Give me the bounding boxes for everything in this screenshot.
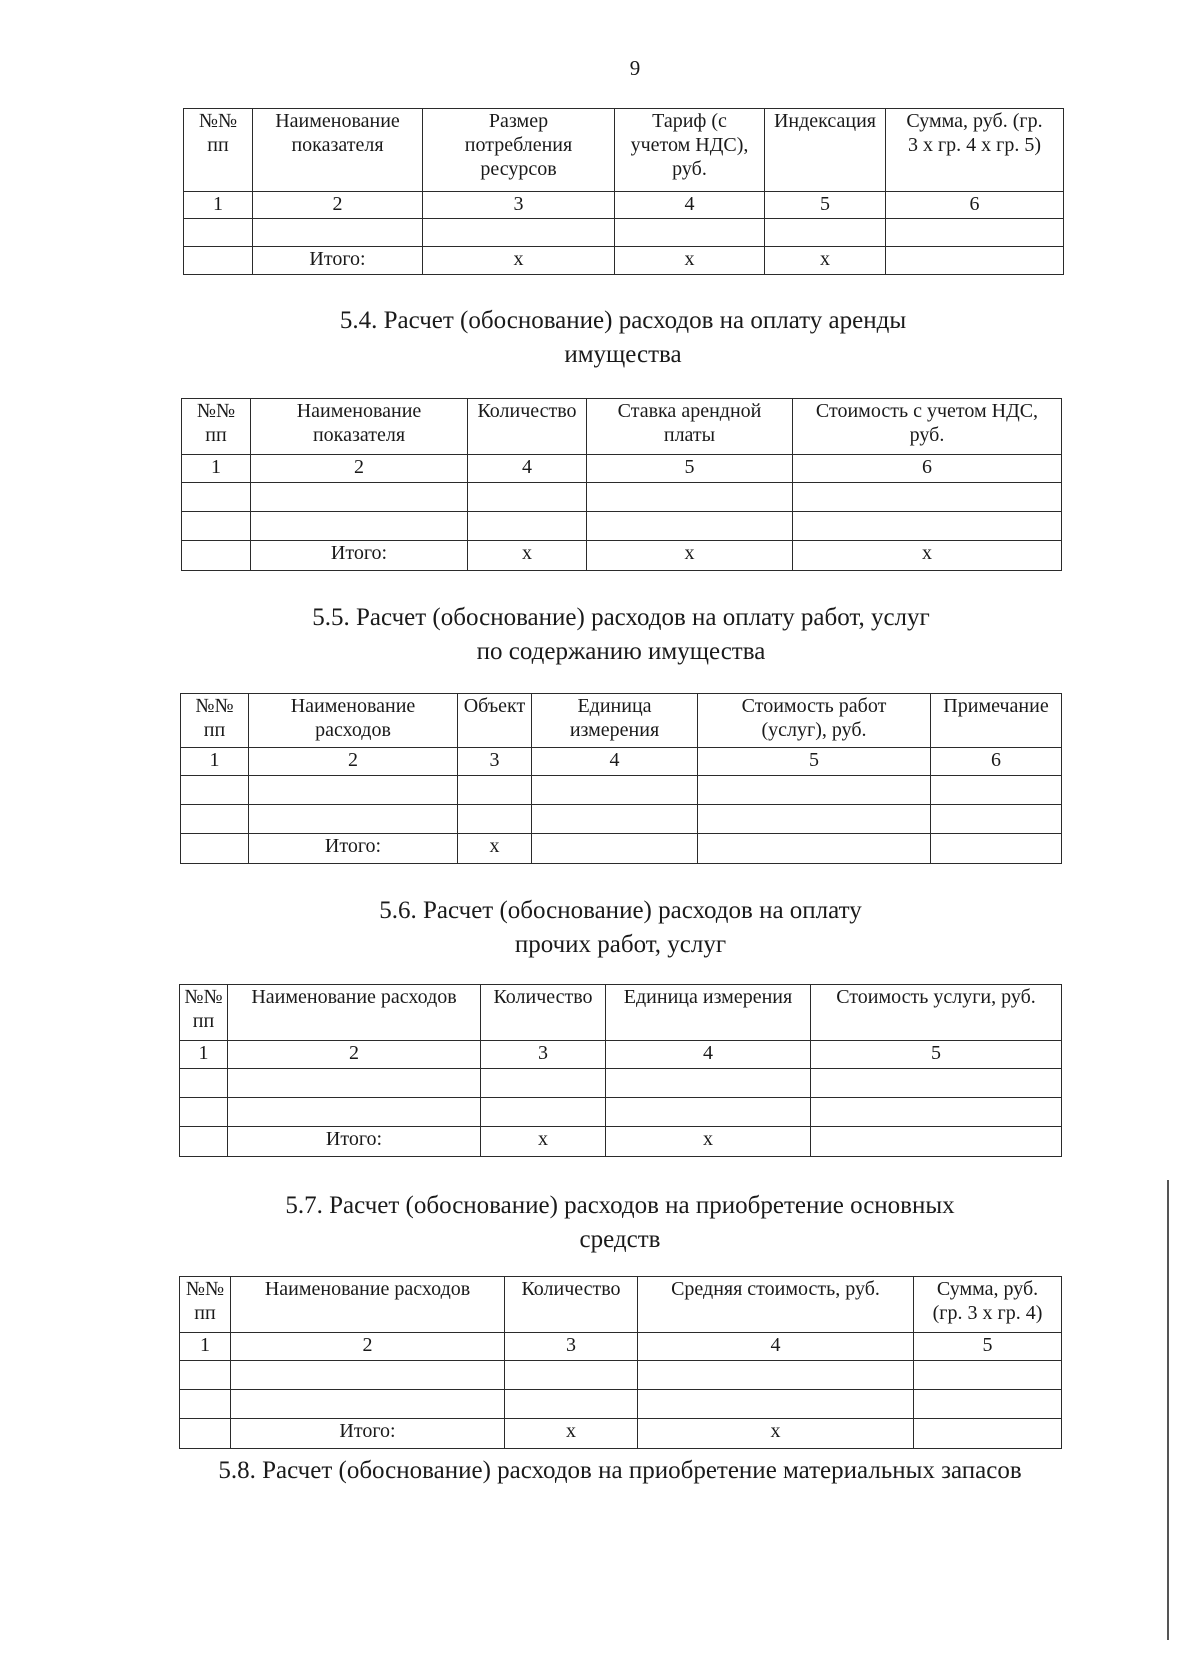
total-row: Итого: x <box>181 834 1062 864</box>
table-header-row: №№ пп Наименование расходов Количество Единица измерения Стоимость услуги, руб. <box>180 985 1062 1041</box>
table-header-row: №№ пп Наименование показателя Количество Ставка арендной платы Стоимость с учетом НДС, руб. <box>182 399 1062 455</box>
section-5-8-title: 5.8. Расчет (обоснование) расходов на приобретение материальных запасов <box>218 1457 1022 1484</box>
total-row: Итого: x x x <box>184 247 1064 275</box>
page-number: 9 <box>629 56 641 80</box>
scan-edge-line <box>1167 1180 1169 1640</box>
table-header-row: №№ пп Наименование расходов Объект Единица измерения Стоимость работ (услуг), руб. Примечание <box>181 694 1062 748</box>
fixed-assets-table <box>179 1276 1062 1449</box>
total-row: Итого: x x <box>180 1419 1062 1449</box>
empty-row <box>180 1098 1062 1127</box>
header-cell: Наименование показателя <box>253 109 423 192</box>
header-cell: Индексация <box>765 109 886 192</box>
empty-row <box>180 1390 1062 1419</box>
column-number-row: 1 2 3 4 5 <box>180 1333 1062 1361</box>
section-5-4-title: 5.4. Расчет (обоснование) расходов на оплату аренды имущества <box>339 307 907 368</box>
column-number-row: 1 2 3 4 5 6 <box>181 748 1062 776</box>
header-cell: №№ пп <box>184 109 253 192</box>
header-cell: Тариф (с учетом НДС), руб. <box>615 109 765 192</box>
rent-table <box>181 398 1062 571</box>
section-5-5-title: 5.5. Расчет (обоснование) расходов на оплату работ, услуг по содержанию имущества <box>312 604 930 665</box>
empty-row <box>182 512 1062 541</box>
empty-row <box>184 219 1064 247</box>
empty-row <box>181 776 1062 805</box>
column-number-row: 1 2 3 4 5 <box>180 1041 1062 1069</box>
empty-row <box>182 483 1062 512</box>
empty-row <box>180 1361 1062 1390</box>
section-5-6-title: 5.6. Расчет (обоснование) расходов на оплату прочих работ, услуг <box>379 897 862 958</box>
total-row: Итого: x x x <box>182 541 1062 571</box>
total-row: Итого: x x <box>180 1127 1062 1157</box>
column-number-row: 1 2 4 5 6 <box>182 455 1062 483</box>
empty-row <box>181 805 1062 834</box>
header-cell: Сумма, руб. (гр. 3 x гр. 4 x гр. 5) <box>886 109 1064 192</box>
table-header-row <box>184 109 1064 192</box>
empty-row <box>180 1069 1062 1098</box>
maintenance-table <box>180 693 1062 864</box>
column-number-row: 1 2 3 4 5 6 <box>184 192 1064 219</box>
table-header-row: №№ пп Наименование расходов Количество Средняя стоимость, руб. Сумма, руб. (гр. 3 x гр. 4) <box>180 1277 1062 1333</box>
section-5-7-title: 5.7. Расчет (обоснование) расходов на приобретение основных средств <box>285 1192 955 1253</box>
other-services-table <box>179 984 1062 1157</box>
header-cell: Размер потребления ресурсов <box>423 109 615 192</box>
utilities-table <box>183 108 1064 275</box>
